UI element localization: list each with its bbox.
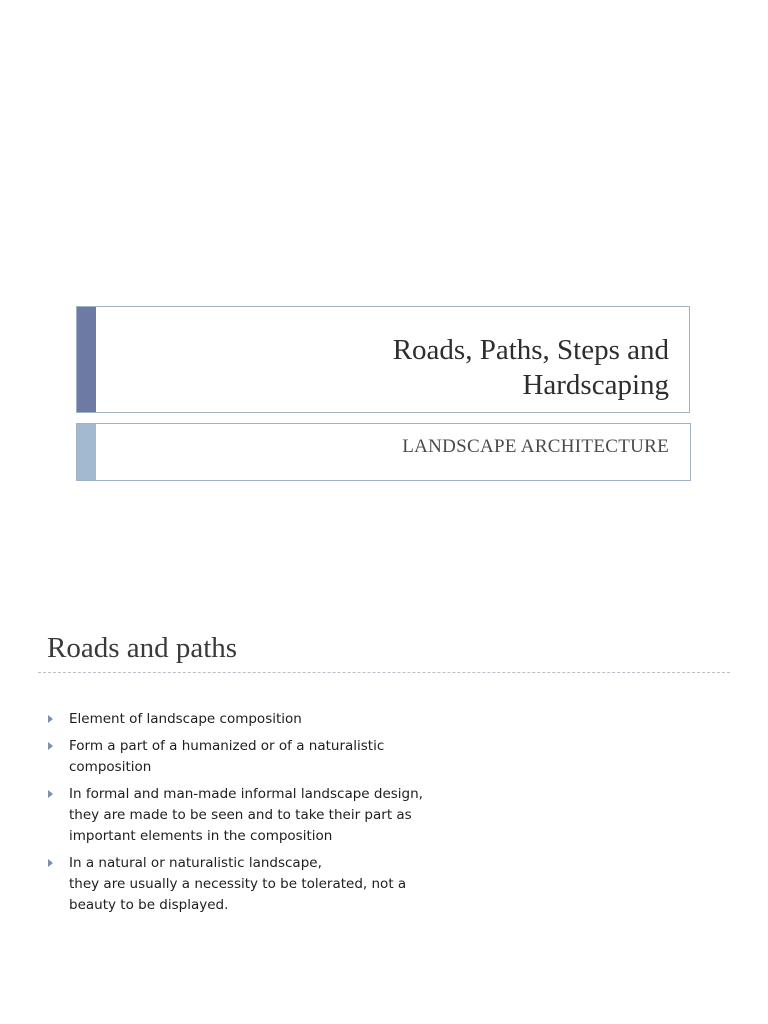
slide-subtitle: LANDSCAPE ARCHITECTURE [402, 436, 669, 457]
bullet-text-line: they are usually a necessity to be tolerated, not a [69, 876, 407, 892]
list-item [46, 709, 446, 730]
bullet-text-line: Element of landscape composition [69, 711, 302, 727]
bullet-text-line: they are made to be seen and to take their part as [69, 807, 412, 823]
slide-title-line-2: Hardscaping [522, 369, 669, 401]
heading-divider [38, 672, 730, 673]
bullet-text-line: composition [69, 759, 152, 775]
bullet-list [46, 709, 446, 922]
bullet-text-line: In formal and man-made informal landscape design, [69, 786, 423, 802]
bullet-text-line: In a natural or naturalistic landscape, [69, 855, 322, 871]
title-box [76, 306, 690, 413]
section-heading: Roads and paths [47, 632, 238, 664]
subtitle-accent-bar [77, 424, 96, 480]
triangle-bullet-icon [48, 790, 53, 798]
bullet-text-line: important elements in the composition [69, 828, 333, 844]
list-item [46, 736, 446, 778]
triangle-bullet-icon [48, 859, 53, 867]
slide-title-line-1: Roads, Paths, Steps and [392, 334, 669, 366]
list-item [46, 853, 446, 916]
list-item [46, 784, 446, 847]
slide-title [189, 333, 669, 403]
triangle-bullet-icon [48, 742, 53, 750]
subtitle-box [76, 423, 691, 481]
triangle-bullet-icon [48, 715, 53, 723]
bullet-text-line: Form a part of a humanized or of a naturalistic [69, 738, 385, 754]
bullet-text-line: beauty to be displayed. [69, 897, 229, 913]
title-accent-bar [77, 307, 96, 412]
